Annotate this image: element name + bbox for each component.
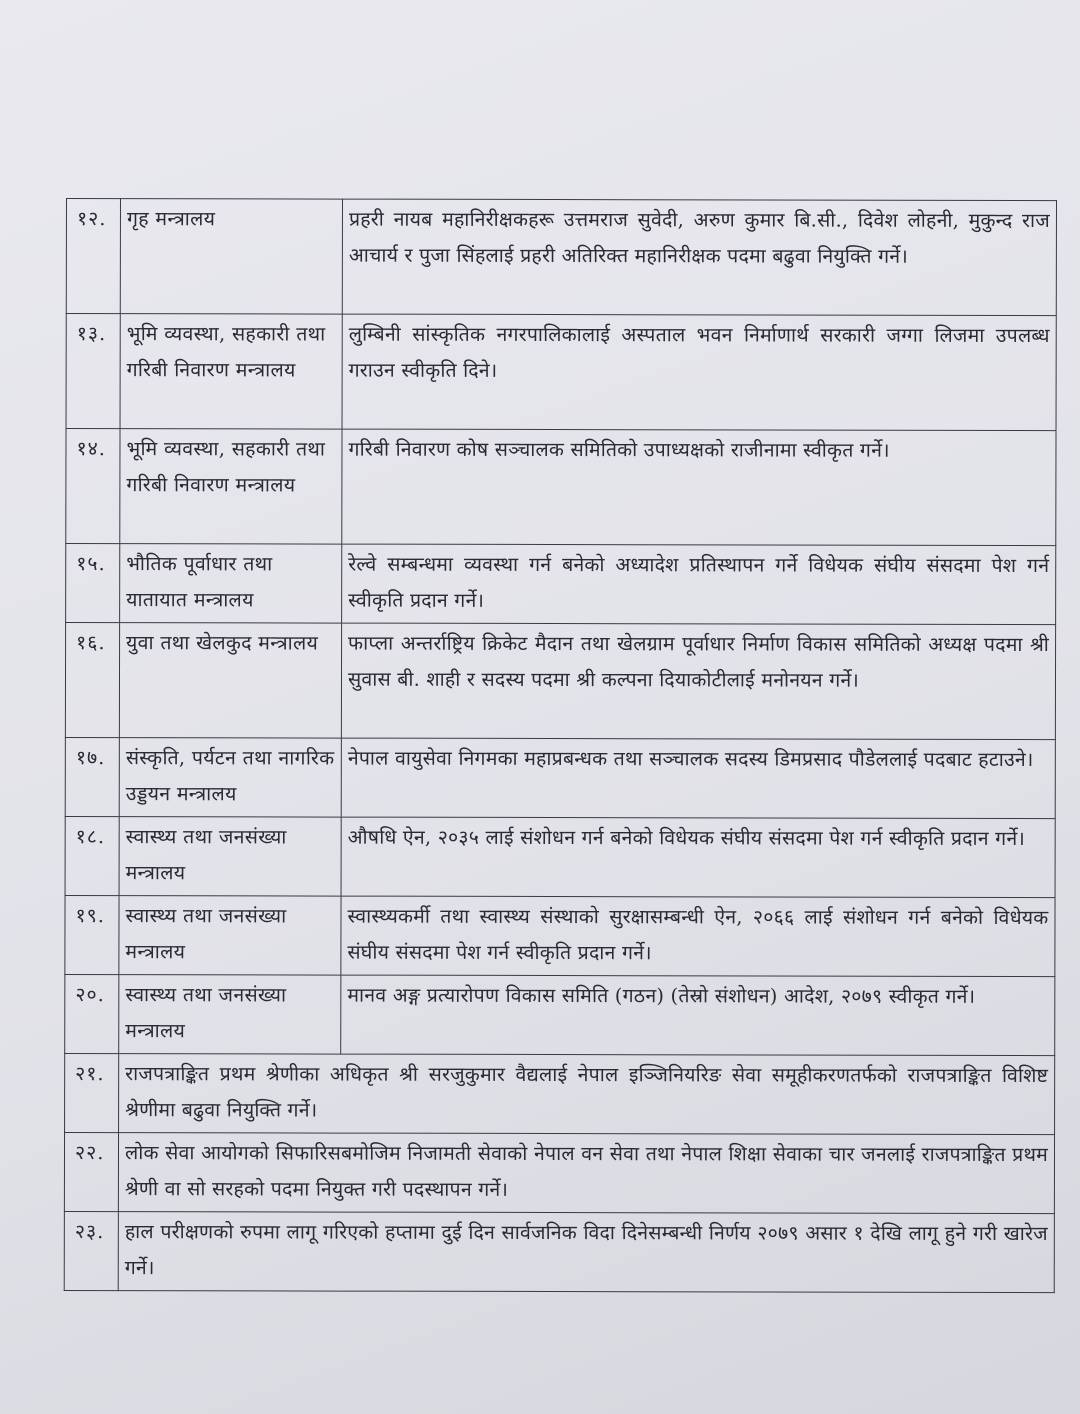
row-number: १४. — [66, 429, 120, 544]
ministry-name: भूमि व्यवस्था, सहकारी तथा गरिबी निवारण मन्त्रालय — [120, 429, 342, 544]
ministry-name: स्वास्थ्य तथा जनसंख्या मन्त्रालय — [119, 896, 341, 975]
decision-text: फाप्ला अन्तर्राष्ट्रिय क्रिकेट मैदान तथा खेलग्राम पूर्वाधार निर्माण विकास समितिको अध्यक्ष पदमा श्री सुवास बी. शाही र सदस्य पदमा श्री कल्पना दियाकोटीलाई मनोनयन गर्ने। — [341, 623, 1055, 739]
row-number: २२. — [64, 1132, 118, 1211]
ministry-name: स्वास्थ्य तथा जनसंख्या मन्त्रालय — [119, 975, 341, 1054]
ministry-name: भूमि व्यवस्था, सहकारी तथा गरिबी निवारण मन्त्रालय — [120, 314, 342, 429]
decision-text: मानव अङ्ग प्रत्यारोपण विकास समिति (गठन) (तेस्रो संशोधन) आदेश, २०७९ स्वीकृत गर्ने। — [341, 975, 1055, 1055]
decision-text: लुम्बिनी सांस्कृतिक नगरपालिकालाई अस्पताल भवन निर्माणार्थ सरकारी जग्गा लिजमा उपलब्ध गराउन स्वीकृति दिने। — [342, 314, 1056, 430]
decision-text: प्रहरी नायब महानिरीक्षकहरू उत्तमराज सुवेदी, अरुण कुमार बि.सी., दिवेश लोहनी, मुकुन्द राज आचार्य र पुजा सिंहलाई प्रहरी अतिरिक्त महानिरीक्षक पदमा बढुवा नियुक्ति गर्ने। — [342, 199, 1056, 315]
ministry-name: युवा तथा खेलकुद मन्त्रालय — [119, 623, 341, 738]
table-row — [66, 314, 1056, 431]
ministry-name: भौतिक पूर्वाधार तथा यातायात मन्त्रालय — [120, 544, 342, 623]
row-number: २३. — [64, 1211, 118, 1290]
row-number: १८. — [65, 816, 119, 895]
row-number: २१. — [65, 1053, 119, 1132]
table-row — [65, 895, 1055, 976]
row-number: १३. — [66, 314, 120, 429]
table-row — [66, 199, 1056, 316]
table-row — [65, 816, 1055, 897]
ministry-name: स्वास्थ्य तथा जनसंख्या मन्त्रालय — [119, 817, 341, 896]
table-row — [66, 544, 1056, 625]
table-row — [66, 429, 1056, 546]
row-number: १९. — [65, 895, 119, 974]
ministry-name: गृह मन्त्रालय — [120, 199, 342, 314]
row-number: १२. — [66, 199, 120, 314]
table-row — [65, 974, 1055, 1055]
decision-text: औषधि ऐन, २०३५ लाई संशोधन गर्न बनेको विधेयक संघीय संसदमा पेश गर्न स्वीकृति प्रदान गर्ने। — [341, 817, 1055, 897]
decision-text: रेल्वे सम्बन्धमा व्यवस्था गर्न बनेको अध्यादेश प्रतिस्थापन गर्ने विधेयक संघीय संसदमा पेश गर्न स्वीकृति प्रदान गर्ने। — [342, 544, 1056, 624]
table-row — [65, 623, 1055, 740]
cabinet-decisions-table — [64, 198, 1057, 1293]
decision-text: लोक सेवा आयोगको सिफारिसबमोजिम निजामती सेवाको नेपाल वन सेवा तथा नेपाल शिक्षा सेवाका चार जनलाई राजपत्राङ्कित प्रथम श्रेणी वा सो सरहको पदमा नियुक्त गरी पदस्थापन गर्ने। — [118, 1133, 1054, 1214]
table-row — [65, 737, 1055, 818]
table-row — [65, 1053, 1055, 1134]
ministry-name: संस्कृति, पर्यटन तथा नागरिक उड्डयन मन्त्रालय — [119, 738, 341, 817]
decision-text: राजपत्राङ्कित प्रथम श्रेणीका अधिकृत श्री सरजुकुमार वैद्यलाई नेपाल इञ्जिनियरिङ सेवा समूहीकरणतर्फको राजपत्राङ्कित विशिष्ट श्रेणीमा बढुवा नियुक्ति गर्ने। — [119, 1054, 1055, 1135]
row-number: २०. — [65, 974, 119, 1053]
table-row — [64, 1132, 1054, 1213]
row-number: १७. — [65, 737, 119, 816]
row-number: १६. — [65, 623, 119, 738]
decision-text: गरिबी निवारण कोष सञ्चालक समितिको उपाध्यक्षको राजीनामा स्वीकृत गर्ने। — [342, 429, 1056, 545]
table-row — [64, 1211, 1054, 1292]
decision-text: हाल परीक्षणको रुपमा लागू गरिएको हप्तामा दुई दिन सार्वजनिक विदा दिनेसम्बन्धी निर्णय २०७९ असार १ देखि लागू हुने गरी खारेज गर्ने। — [118, 1212, 1054, 1293]
row-number: १५. — [66, 544, 120, 623]
decision-text: स्वास्थ्यकर्मी तथा स्वास्थ्य संस्थाको सुरक्षासम्बन्धी ऐन, २०६६ लाई संशोधन गर्न बनेको विधेयक संघीय संसदमा पेश गर्न स्वीकृति प्रदान गर्ने। — [341, 896, 1055, 976]
decision-text: नेपाल वायुसेवा निगमका महाप्रबन्धक तथा सञ्चालक सदस्य डिमप्रसाद पौडेललाई पदबाट हटाउने। — [341, 738, 1055, 818]
